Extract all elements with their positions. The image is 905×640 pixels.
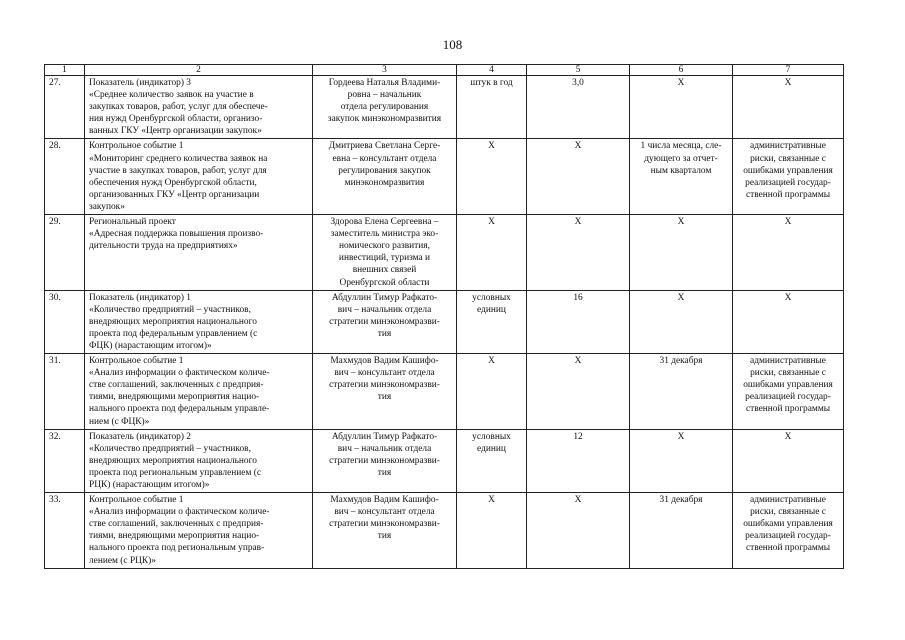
resp-line: внешних связей bbox=[352, 265, 417, 276]
resp-line: стратегии минэкономразви- bbox=[329, 519, 440, 530]
row-number: 29. bbox=[45, 215, 85, 291]
item-name bbox=[85, 493, 313, 569]
resp-line: тия bbox=[377, 531, 392, 542]
risk-line: административные bbox=[750, 495, 826, 506]
resp-line: закупок минэкономразвития bbox=[327, 114, 442, 125]
header-col-4: 4 bbox=[457, 65, 527, 76]
risk-line: риски, связанные с bbox=[750, 507, 826, 518]
item-name bbox=[85, 139, 313, 215]
name-line: Показатель (индикатор) 3 bbox=[89, 78, 191, 88]
date-line: Х bbox=[677, 217, 685, 228]
target-value: Х bbox=[527, 354, 630, 430]
resp-line: тия bbox=[377, 328, 392, 339]
risk-line: Х bbox=[784, 217, 792, 228]
risk-line: Х bbox=[784, 78, 792, 88]
resp-line: Здорова Елена Сергеевна – bbox=[330, 217, 439, 228]
name-line: «Среднее количество заявок на участие в bbox=[89, 90, 254, 101]
item-name bbox=[85, 429, 313, 492]
risk-line: ошибками управления bbox=[743, 165, 833, 176]
table-row bbox=[45, 429, 844, 492]
date-line: 1 числа месяца, сле- bbox=[640, 141, 722, 152]
deadline bbox=[630, 76, 733, 139]
risk-line: Х bbox=[784, 431, 792, 442]
risk-line: ошибками управления bbox=[743, 380, 833, 391]
name-line: ния нужд Оренбургской области, организо- bbox=[89, 114, 263, 125]
name-line: проекта под федеральным управлением (с bbox=[89, 328, 258, 339]
risks bbox=[733, 215, 844, 291]
responsible-person bbox=[313, 429, 457, 492]
date-line: Х bbox=[677, 78, 685, 88]
header-col-7: 7 bbox=[733, 65, 844, 76]
name-line: участие в закупках товаров, работ, услуг для bbox=[89, 165, 267, 176]
name-line: Показатель (индикатор) 2 bbox=[89, 431, 191, 442]
target-value: Х bbox=[527, 493, 630, 569]
table-row bbox=[45, 290, 844, 353]
unit-line: единиц bbox=[477, 443, 506, 454]
name-line: нального проекта под федеральным управле- bbox=[89, 404, 270, 415]
risks bbox=[733, 354, 844, 430]
responsible-person bbox=[313, 493, 457, 569]
risks bbox=[733, 429, 844, 492]
unit-of-measure bbox=[457, 139, 527, 215]
name-line: ванных ГКУ «Центр организации закупок» bbox=[89, 126, 262, 137]
name-line: внедряющих мероприятия национального bbox=[89, 316, 257, 327]
name-line: закупках товаров, работ, услуг для обеспече- bbox=[89, 102, 268, 113]
item-name bbox=[85, 215, 313, 291]
resp-line: тия bbox=[377, 467, 392, 478]
row-number: 31. bbox=[45, 354, 85, 430]
unit-line: Х bbox=[488, 356, 495, 367]
unit-line: условных bbox=[472, 292, 511, 303]
name-line: организованных ГКУ «Центр организации bbox=[89, 189, 260, 200]
responsible-person bbox=[313, 290, 457, 353]
name-line: ФЦК) (нарастающим итогом)» bbox=[89, 340, 212, 351]
deadline bbox=[630, 215, 733, 291]
unit-line: Х bbox=[488, 495, 495, 506]
date-line: 31 декабря bbox=[659, 356, 703, 367]
risk-line: административные bbox=[750, 141, 826, 152]
name-line: «Анализ информации о фактическом количе- bbox=[89, 368, 270, 379]
risks bbox=[733, 139, 844, 215]
risk-line: риски, связанные с bbox=[750, 153, 826, 164]
target-value: Х bbox=[527, 215, 630, 291]
name-line: внедряющих мероприятия национального bbox=[89, 455, 257, 466]
resp-line: Абдуллин Тимур Рафкато- bbox=[331, 292, 438, 303]
resp-line: Оренбургской области bbox=[339, 277, 430, 288]
resp-line: вич – начальник отдела bbox=[337, 304, 432, 315]
responsible-person bbox=[313, 215, 457, 291]
name-line: «Анализ информации о фактическом количе- bbox=[89, 507, 270, 518]
resp-line: стратегии минэкономразви- bbox=[329, 380, 440, 391]
name-line: тиями, внедряющими мероприятия нацио- bbox=[89, 531, 260, 542]
unit-of-measure bbox=[457, 290, 527, 353]
resp-line: стратегии минэкономразви- bbox=[329, 316, 440, 327]
item-name bbox=[85, 290, 313, 353]
resp-line: Махмудов Вадим Кашифо- bbox=[330, 495, 439, 506]
unit-of-measure bbox=[457, 215, 527, 291]
risks bbox=[733, 290, 844, 353]
name-line: нием (с ФЦК)» bbox=[89, 416, 150, 427]
resp-line: номического развития, bbox=[339, 241, 430, 252]
name-line: Региональный проект bbox=[89, 217, 176, 228]
name-line: «Мониторинг среднего количества заявок на bbox=[89, 153, 268, 164]
resp-line: вич – консультант отдела bbox=[334, 507, 435, 518]
resp-line: заместитель министра эко- bbox=[330, 229, 439, 240]
header-col-3: 3 bbox=[313, 65, 457, 76]
resp-line: Дмитриева Светлана Серге- bbox=[328, 141, 441, 152]
name-line: нального проекта под региональным управ- bbox=[89, 543, 265, 554]
target-value: Х bbox=[527, 139, 630, 215]
date-line: Х bbox=[677, 431, 685, 442]
target-value: 3,0 bbox=[527, 76, 630, 139]
risk-line: реализацией государ- bbox=[745, 392, 831, 403]
unit-line: Х bbox=[488, 141, 495, 152]
item-name bbox=[85, 76, 313, 139]
header-col-6: 6 bbox=[630, 65, 733, 76]
risk-line: реализацией государ- bbox=[745, 531, 831, 542]
risk-line: ственной программы bbox=[745, 404, 831, 415]
resp-line: Махмудов Вадим Кашифо- bbox=[330, 356, 439, 367]
risk-line: административные bbox=[750, 356, 826, 367]
resp-line: отдела регулирования bbox=[340, 102, 429, 113]
row-number: 28. bbox=[45, 139, 85, 215]
name-line: Контрольное событие 1 bbox=[89, 356, 184, 367]
date-line: 31 декабря bbox=[659, 495, 703, 506]
deadline bbox=[630, 493, 733, 569]
row-number: 30. bbox=[45, 290, 85, 353]
name-line: проекта под региональным управлением (с bbox=[89, 467, 262, 478]
risks bbox=[733, 493, 844, 569]
page-number: 108 bbox=[442, 37, 463, 52]
risk-line: Х bbox=[784, 292, 792, 303]
resp-line: ровна – начальник bbox=[347, 90, 422, 101]
header-col-2: 2 bbox=[85, 65, 313, 76]
name-line: «Количество предприятий – участников, bbox=[89, 443, 251, 454]
table-row bbox=[45, 76, 844, 139]
target-value: 16 bbox=[527, 290, 630, 353]
name-line: тиями, внедряющими мероприятия нацио- bbox=[89, 392, 260, 403]
responsible-person bbox=[313, 76, 457, 139]
row-number: 33. bbox=[45, 493, 85, 569]
item-name bbox=[85, 354, 313, 430]
responsible-person bbox=[313, 354, 457, 430]
unit-line: единиц bbox=[477, 304, 506, 315]
deadline bbox=[630, 354, 733, 430]
table-row bbox=[45, 493, 844, 569]
table-row bbox=[45, 139, 844, 215]
header-col-5: 5 bbox=[527, 65, 630, 76]
deadline bbox=[630, 290, 733, 353]
name-line: стве соглашений, заключенных с предприя- bbox=[89, 519, 264, 530]
name-line: обеспечения нужд Оренбургской области, bbox=[89, 177, 257, 188]
row-number: 27. bbox=[45, 76, 85, 139]
name-line: Контрольное событие 1 bbox=[89, 141, 184, 152]
name-line: закупок» bbox=[89, 201, 125, 212]
resp-line: вич – начальник отдела bbox=[337, 443, 432, 454]
resp-line: минэкономразвития bbox=[344, 177, 425, 188]
unit-of-measure bbox=[457, 354, 527, 430]
header-row bbox=[45, 65, 844, 76]
responsible-person bbox=[313, 139, 457, 215]
resp-line: регулирования закупок bbox=[338, 165, 431, 176]
name-line: «Адресная поддержка повышения произво- bbox=[89, 229, 264, 240]
risk-line: ственной программы bbox=[745, 543, 831, 554]
name-line: дительности труда на предприятиях» bbox=[89, 241, 238, 252]
risk-line: ственной программы bbox=[745, 189, 831, 200]
risk-line: риски, связанные с bbox=[750, 368, 826, 379]
header-col-1: 1 bbox=[45, 65, 85, 76]
resp-line: Абдуллин Тимур Рафкато- bbox=[331, 431, 438, 442]
table-row bbox=[45, 354, 844, 430]
name-line: Контрольное событие 1 bbox=[89, 495, 184, 506]
unit-line: штук в год bbox=[470, 78, 513, 88]
unit-line: Х bbox=[488, 217, 495, 228]
resp-line: стратегии минэкономразви- bbox=[329, 455, 440, 466]
resp-line: вич – консультант отдела bbox=[334, 368, 435, 379]
row-number: 32. bbox=[45, 429, 85, 492]
name-line: «Количество предприятий – участников, bbox=[89, 304, 251, 315]
name-line: лением (с РЦК)» bbox=[89, 555, 156, 566]
date-line: ным кварталом bbox=[650, 165, 712, 176]
table-row bbox=[45, 215, 844, 291]
resp-line: евна – консультант отдела bbox=[332, 153, 437, 164]
resp-line: Гордеева Наталья Владими- bbox=[328, 78, 441, 88]
plan-table bbox=[44, 64, 844, 569]
unit-of-measure bbox=[457, 76, 527, 139]
date-line: Х bbox=[677, 292, 685, 303]
unit-of-measure bbox=[457, 493, 527, 569]
name-line: Показатель (индикатор) 1 bbox=[89, 292, 191, 303]
risk-line: реализацией государ- bbox=[745, 177, 831, 188]
deadline bbox=[630, 139, 733, 215]
name-line: РЦК) (нарастающим итогом)» bbox=[89, 480, 210, 490]
resp-line: тия bbox=[377, 392, 392, 403]
resp-line: инвестиций, туризма и bbox=[338, 253, 431, 264]
risks bbox=[733, 76, 844, 139]
name-line: стве соглашений, заключенных с предприя- bbox=[89, 380, 264, 391]
date-line: дующего за отчет- bbox=[644, 153, 718, 164]
unit-of-measure bbox=[457, 429, 527, 492]
risk-line: ошибками управления bbox=[743, 519, 833, 530]
target-value: 12 bbox=[527, 429, 630, 492]
unit-line: условных bbox=[472, 431, 511, 442]
deadline bbox=[630, 429, 733, 492]
